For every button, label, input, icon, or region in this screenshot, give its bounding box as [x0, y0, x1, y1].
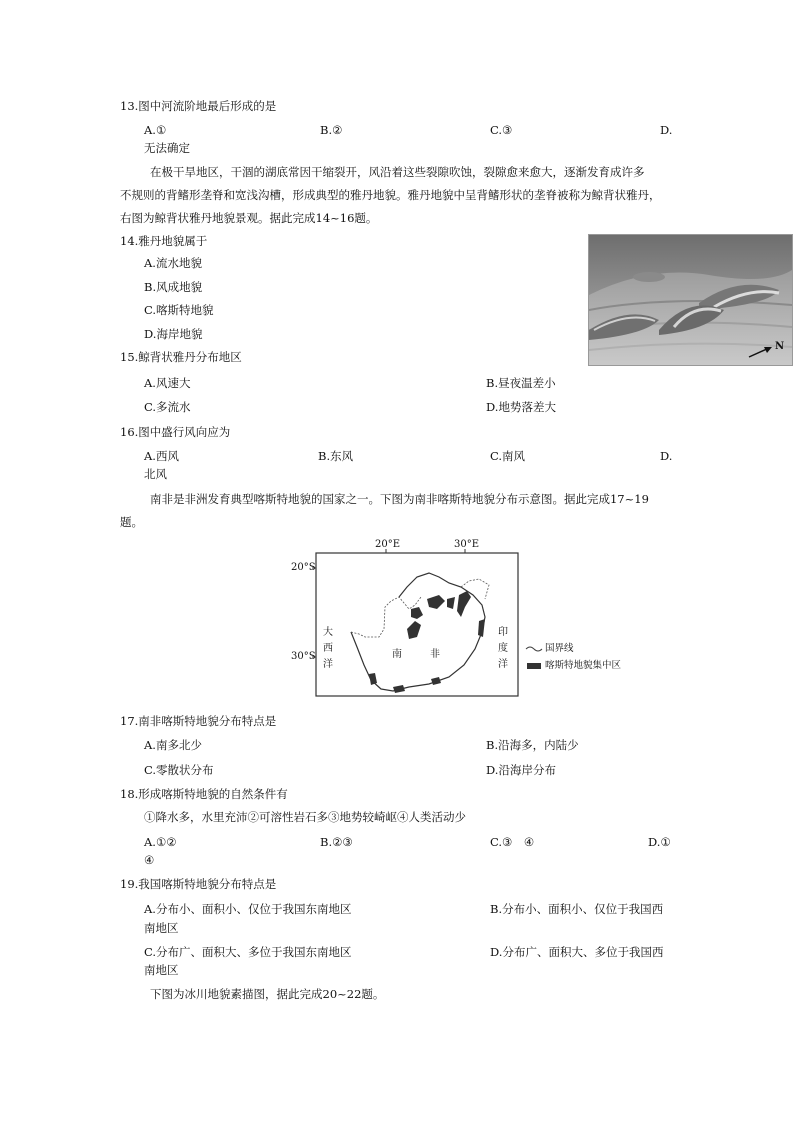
lon-label-30e: 30°E [454, 539, 480, 550]
yardang-landscape-photo [588, 234, 793, 366]
passage-1-line-2: 不规则的背鳍形垄脊和宽浅沟槽，形成典型的雅丹地貌。雅丹地貌中呈背鳍形状的垄脊被称为鲸背状雅丹， [120, 188, 661, 202]
question-14-stem: 14.雅丹地貌属于 [120, 234, 208, 248]
q17-option-d: D.沿海岸分布 [486, 763, 556, 777]
q13-option-d: D. [660, 123, 673, 137]
q16-option-c: C.南风 [490, 449, 526, 463]
indian-label-1: 印 [498, 627, 508, 638]
q14-option-d: D.海岸地貌 [144, 327, 203, 341]
legend-border-symbol [526, 647, 542, 651]
q15-option-c: C.多流水 [144, 400, 191, 414]
q19-option-b: B.分布小、面积小、仅位于我国西 [490, 902, 664, 916]
q17-option-c: C.零散状分布 [144, 763, 214, 777]
country-label-1: 南 [392, 649, 402, 660]
karst-area [411, 607, 423, 619]
q19-option-a: A.分布小、面积小、仅位于我国东南地区 [144, 902, 352, 916]
question-19-stem: 19.我国喀斯特地貌分布特点是 [120, 877, 277, 891]
q19-option-b-text: 南地区 [144, 921, 179, 935]
question-18-stem: 18.形成喀斯特地貌的自然条件有 [120, 787, 288, 801]
karst-area [447, 597, 455, 609]
q14-option-a: A.流水地貌 [144, 256, 202, 270]
country-label-2: 非 [430, 649, 440, 660]
q19-option-d-text: 南地区 [144, 963, 179, 977]
passage-2-line-1: 南非是非洲发育典型喀斯特地貌的国家之一。下图为南非喀斯特地貌分布示意图。据此完成17~19 [150, 492, 649, 506]
q18-option-d-text: ④ [144, 853, 155, 867]
karst-area [369, 673, 377, 685]
indian-label-3: 洋 [498, 659, 508, 670]
question-13-stem: 13.图中河流阶地最后形成的是 [120, 99, 277, 113]
passage-2-line-2: 题。 [120, 515, 143, 529]
q19-option-c: C.分布广、面积大、多位于我国东南地区 [144, 945, 352, 959]
q14-option-c: C.喀斯特地貌 [144, 303, 214, 317]
q17-option-a: A.南多北少 [144, 738, 202, 752]
legend-karst-label: 喀斯特地貌集中区 [545, 660, 622, 671]
question-15-stem: 15.鲸背状雅丹分布地区 [120, 350, 242, 364]
q13-option-a: A.① [144, 123, 167, 137]
q18-option-b: B.②③ [320, 835, 353, 849]
q15-option-b: B.昼夜温差小 [486, 376, 556, 390]
q15-option-d: D.地势落差大 [486, 400, 556, 414]
q18-option-c: C.③ ④ [490, 835, 535, 849]
karst-area [431, 677, 441, 685]
q16-option-d: D. [660, 449, 673, 463]
lat-label-30s: 30°S [291, 651, 316, 662]
question-16-stem: 16.图中盛行风向应为 [120, 425, 231, 439]
q17-option-b: B.沿海多，内陆少 [486, 738, 579, 752]
atlantic-label-3: 洋 [323, 659, 333, 670]
passage-3-line-1: 下图为冰川地貌素描图，据此完成20~22题。 [150, 987, 385, 1001]
karst-area [407, 621, 421, 639]
q14-option-b: B.风成地貌 [144, 280, 203, 294]
legend-border-label: 国界线 [545, 643, 574, 654]
q16-option-d-text: 北风 [144, 467, 167, 481]
karst-area [457, 591, 471, 617]
passage-1-line-3: 右图为鲸背状雅丹地貌景观。据此完成14~16题。 [120, 211, 378, 225]
q18-conditions: ①降水多，水里充沛②可溶性岩石多③地势较崎岖④人类活动少 [144, 810, 466, 824]
karst-area [478, 619, 485, 637]
q16-option-a: A.西风 [144, 449, 179, 463]
q18-option-d: D.① [648, 835, 671, 849]
q13-option-b: B.② [320, 123, 343, 137]
lat-label-20s: 20°S [291, 562, 316, 573]
q13-option-c: C.③ [490, 123, 513, 137]
q16-option-b: B.东风 [318, 449, 354, 463]
legend-karst-symbol [527, 663, 541, 669]
karst-area [393, 685, 405, 693]
q13-option-d-text: 无法确定 [144, 141, 190, 155]
karst-area [427, 595, 445, 609]
north-label: N [775, 341, 785, 352]
q15-option-a: A.风速大 [144, 376, 191, 390]
south-africa-karst-map [289, 537, 634, 701]
atlantic-label-2: 西 [323, 643, 333, 654]
question-17-stem: 17.南非喀斯特地貌分布特点是 [120, 714, 277, 728]
lon-label-20e: 20°E [375, 539, 401, 550]
q18-option-a: A.①② [144, 835, 177, 849]
passage-1-line-1: 在极干旱地区，干涸的湖底常因干缩裂开，风沿着这些裂隙吹蚀，裂隙愈来愈大，逐渐发育成许多 [150, 165, 645, 179]
indian-label-2: 度 [498, 643, 508, 654]
q19-option-d: D.分布广、面积大、多位于我国西 [490, 945, 664, 959]
atlantic-label-1: 大 [323, 627, 333, 638]
